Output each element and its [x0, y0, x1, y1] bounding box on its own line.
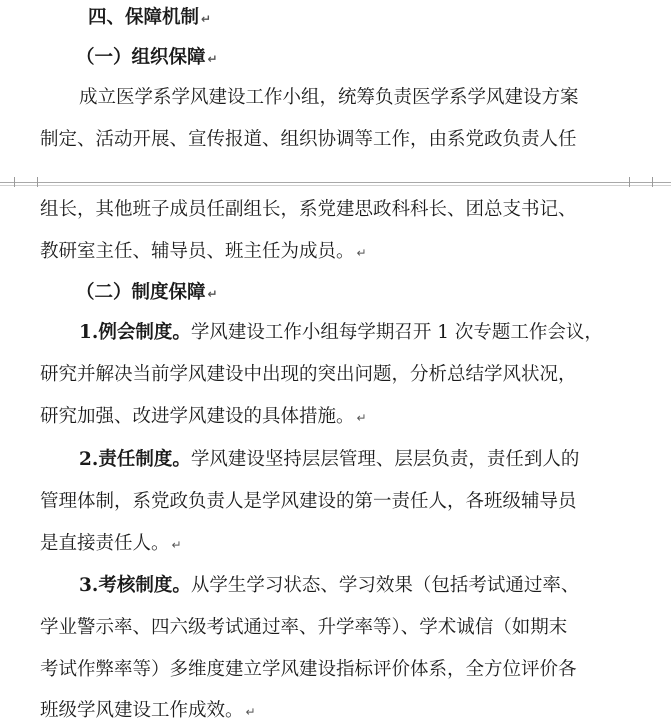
paragraph-mark-icon: ↵: [207, 287, 218, 301]
subheading-organization: （一）组织保障 ↵: [76, 47, 218, 68]
paragraph-line: 研究加强、改进学风建设的具体措施。 ↵: [40, 406, 367, 427]
subheading-system: （二）制度保障 ↵: [76, 282, 218, 303]
paragraph-line: 考试作弊率等）多维度建立学风建设指标评价体系，全方位评价各: [40, 659, 577, 680]
paragraph-mark-icon: ↵: [356, 411, 367, 425]
item-title: 2.责任制度。: [79, 449, 191, 470]
paragraph-mark-icon: ↵: [356, 246, 367, 260]
paragraph-line: 成立医学系学风建设工作小组，统筹负责医学系学风建设方案: [79, 87, 579, 108]
paragraph-line: 研究并解决当前学风建设中出现的突出问题，分析总结学风状况，: [40, 364, 577, 385]
paragraph-line: 管理体制，系党政负责人是学风建设的第一责任人，各班级辅导员: [40, 491, 577, 512]
item-responsibility-system: 2.责任制度。学风建设坚持层层管理、层层负责，责任到人的: [79, 449, 580, 470]
paragraph-line: 组长，其他班子成员任副组长，系党建思政科科长、团总支书记、: [40, 199, 577, 220]
paragraph-line: 是直接责任人。 ↵: [40, 533, 182, 554]
item-title: 1.例会制度。: [79, 322, 191, 343]
paragraph-mark-icon: ↵: [207, 52, 218, 66]
item-assessment-system: 3.考核制度。从学生学习状态、学习效果（包括考试通过率、: [79, 575, 580, 596]
section-heading: 四、保障机制 ↵: [88, 7, 212, 28]
paragraph-line: 教研室主任、辅导员、班主任为成员。 ↵: [40, 241, 367, 262]
paragraph-line: 制定、活动开展、宣传报道、组织协调等工作，由系党政负责人任: [40, 129, 577, 150]
item-meeting-system: 1.例会制度。学风建设工作小组每学期召开 1 次专题工作会议，: [79, 322, 603, 343]
paragraph-mark-icon: ↵: [171, 538, 182, 552]
paragraph-mark-icon: ↵: [201, 12, 212, 26]
paragraph-line: 班级学风建设工作成效。 ↵: [40, 700, 256, 721]
page-break-separator: [0, 176, 671, 190]
paragraph-mark-icon: ↵: [245, 705, 256, 719]
page-margin-mark: [629, 177, 653, 187]
item-title: 3.考核制度。: [79, 575, 191, 596]
paragraph-line: 学业警示率、四六级考试通过率、升学率等）、学术诚信（如期末: [40, 617, 568, 638]
page-margin-mark: [14, 177, 38, 187]
